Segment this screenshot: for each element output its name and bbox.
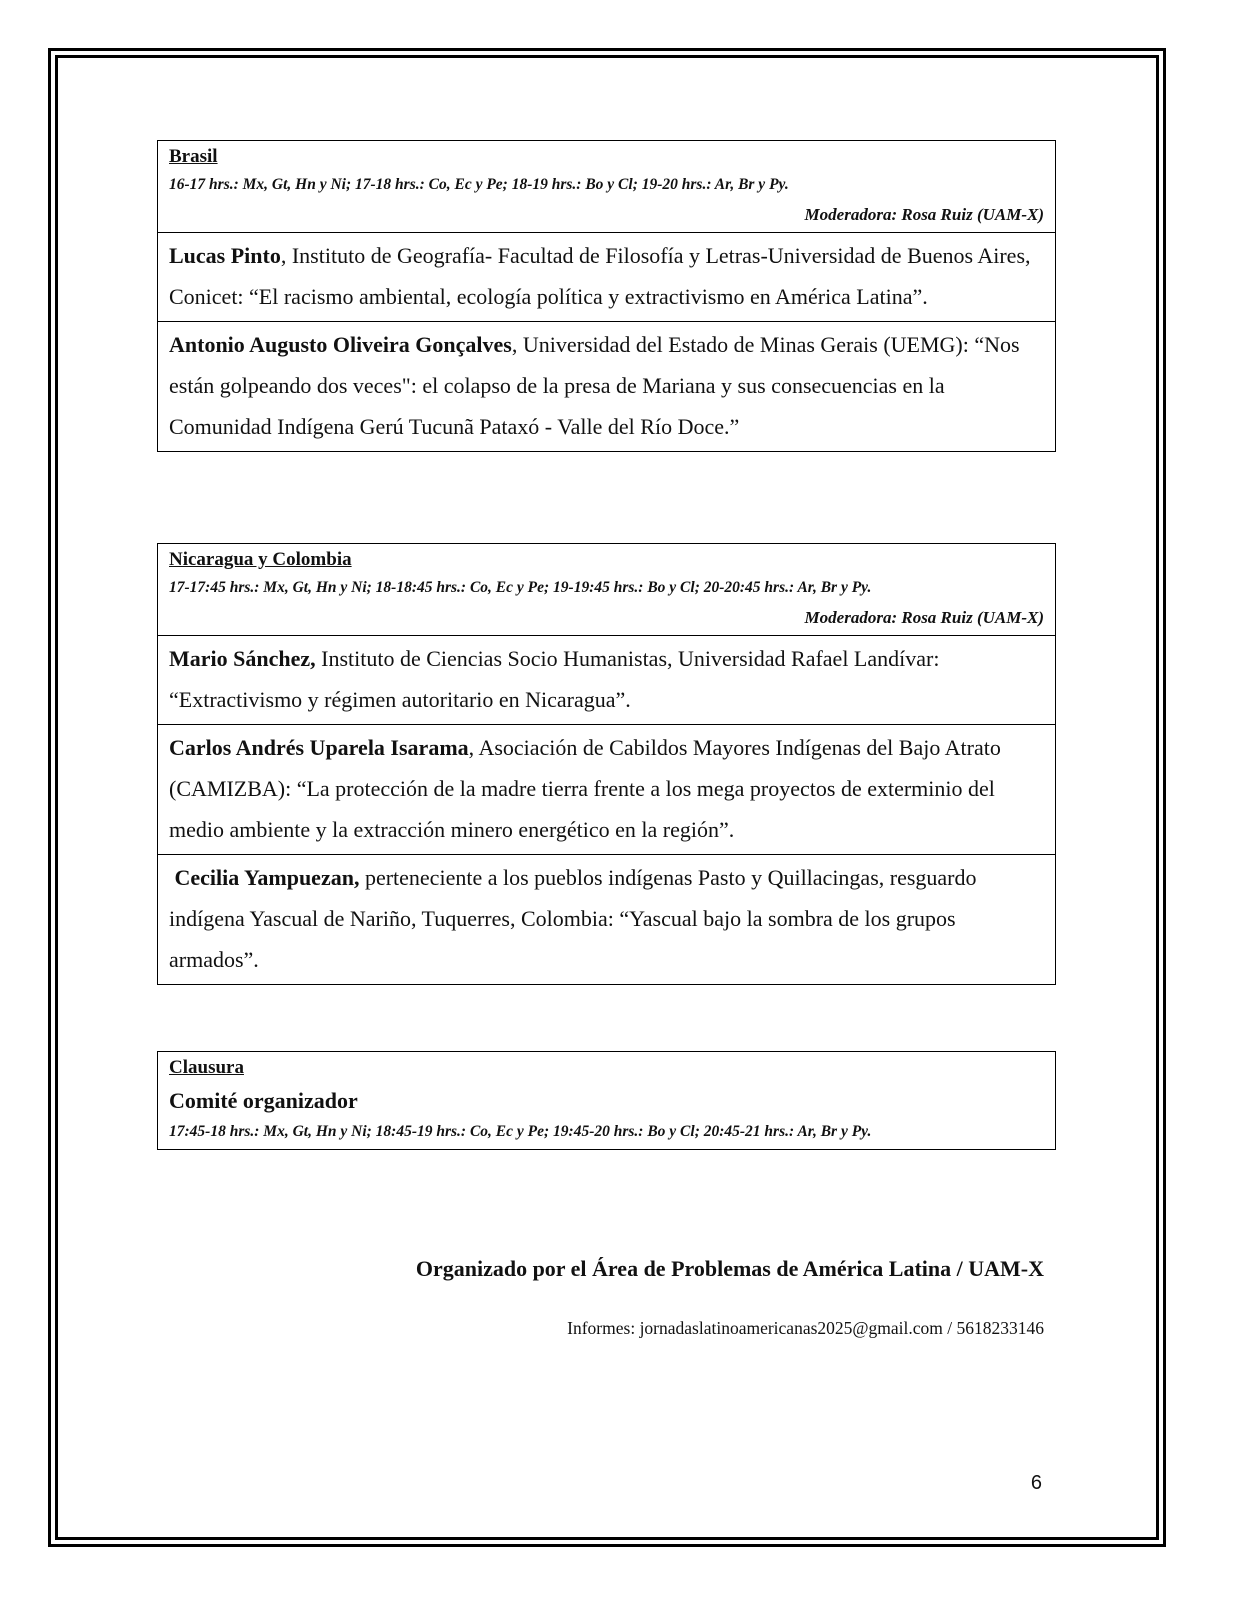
session-schedule: 17:45-18 hrs.: Mx, Gt, Hn y Ni; 18:45-19 hrs.: Co, Ec y Pe; 19:45-20 hrs.: Bo y Cl; 20:45-21 hrs.: Ar, Br y Py. (169, 1123, 872, 1140)
session-clausura (157, 1051, 1056, 1150)
session-moderator: Moderadora: Rosa Ruiz (UAM-X) (804, 205, 1044, 224)
talk-description: , Universidad del Estado de Minas Gerais (UEMG): “Nos están golpeando dos veces": el colapso de la presa de Mariana y sus consecuencias en la Comunidad Indígena Gerú Tucunã Pataxó - Valle del Río Doce.” (169, 332, 1020, 439)
session-title: Clausura (169, 1057, 244, 1078)
speaker-name: Carlos Andrés Uparela Isarama (169, 735, 469, 760)
session-header (158, 141, 1055, 232)
talk-entry (158, 321, 1055, 451)
talk-description: , Instituto de Geografía- Facultad de Filosofía y Letras-Universidad de Buenos Aires, Conicet: “El racismo ambiental, ecología política y extractivismo en América Latina”. (169, 243, 1031, 309)
organizer-line: Organizado por el Área de Problemas de América Latina / UAM-X (415, 1256, 1044, 1281)
talk-description: Instituto de Ciencias Socio Humanistas, Universidad Rafael Landívar: “Extractivismo y régimen autoritario en Nicaragua”. (169, 646, 940, 712)
session-schedule: 17-17:45 hrs.: Mx, Gt, Hn y Ni; 18-18:45 hrs.: Co, Ec y Pe; 19-19:45 hrs.: Bo y Cl; 20-20:45 hrs.: Ar, Br y Py. (169, 579, 872, 596)
speaker-name: Lucas Pinto (169, 243, 281, 268)
session-nicaragua-colombia (157, 543, 1056, 985)
session-moderator: Moderadora: Rosa Ruiz (UAM-X) (804, 608, 1044, 627)
talk-description: , Asociación de Cabildos Mayores Indígenas del Bajo Atrato (CAMIZBA): “La protección de la madre tierra frente a los mega proyectos de exterminio del medio ambiente y la extracción minero energético en la región”. (169, 735, 1001, 842)
speaker-name: Antonio Augusto Oliveira Gonçalves (169, 332, 512, 357)
talk-entry (158, 635, 1055, 724)
session-header (158, 544, 1055, 635)
talk-entry (158, 724, 1055, 854)
session-title: Brasil (169, 146, 218, 167)
talk-entry (158, 232, 1055, 321)
session-header (158, 1052, 1055, 1149)
session-committee: Comité organizador (169, 1088, 358, 1113)
contact-info: Informes: jornadaslatinoamericanas2025@gmail.com / 5618233146 (567, 1318, 1044, 1338)
session-schedule: 16-17 hrs.: Mx, Gt, Hn y Ni; 17-18 hrs.: Co, Ec y Pe; 18-19 hrs.: Bo y Cl; 19-20 hrs.: Ar, Br y Py. (169, 176, 789, 193)
talk-description: perteneciente a los pueblos indígenas Pasto y Quillacingas, resguardo indígena Yascual de Nariño, Tuquerres, Colombia: “Yascual bajo la sombra de los grupos armados”. (169, 865, 977, 972)
page-number: 6 (1030, 1472, 1042, 1494)
speaker-name: Mario Sánchez, (169, 646, 316, 671)
speaker-name: Cecilia Yampuezan, (174, 865, 360, 890)
session-brasil (157, 140, 1056, 452)
talk-entry (158, 854, 1055, 984)
session-title: Nicaragua y Colombia (169, 549, 352, 570)
